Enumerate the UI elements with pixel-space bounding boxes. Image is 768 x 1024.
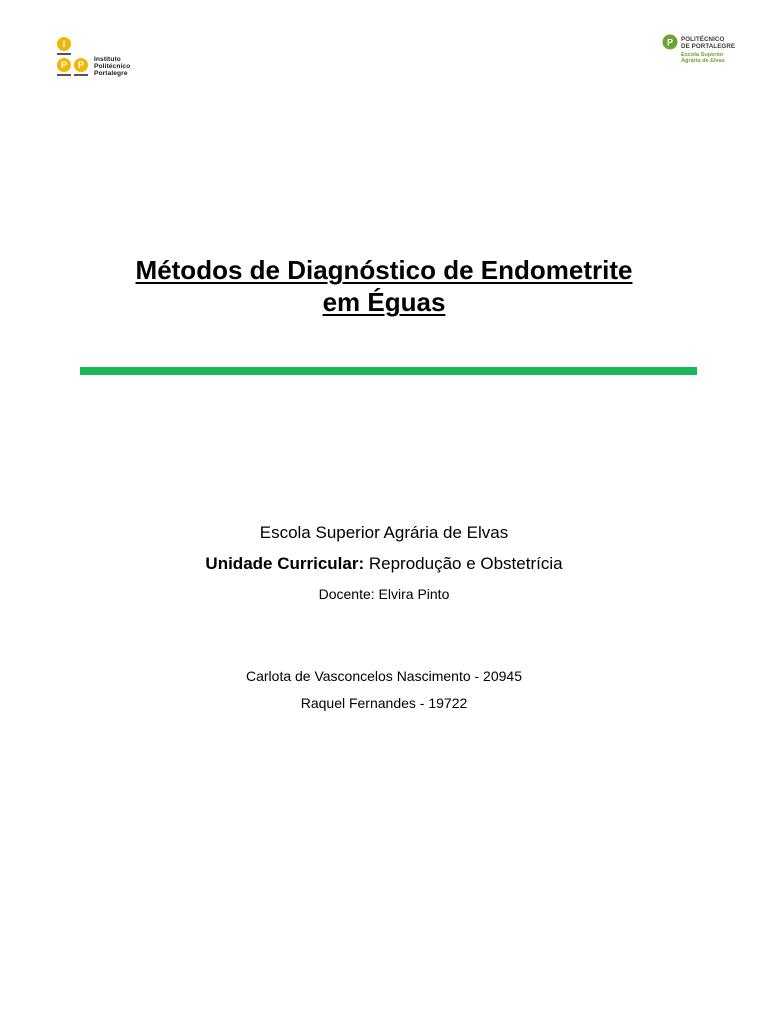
politecnico-logo xyxy=(661,33,741,69)
poli-school-line-1: Escola Superior xyxy=(681,52,724,58)
ipp-line-2: Politécnico xyxy=(94,63,131,71)
poli-name-line-1: POLITÉCNICO xyxy=(681,36,725,43)
politecnico-mark-icon xyxy=(661,33,679,51)
title-line-2: em Éguas xyxy=(322,287,446,317)
school-name: Escola Superior Agrária de Elvas xyxy=(259,523,509,542)
document-title xyxy=(0,254,768,318)
poli-name-line-2: DE PORTALEGRE xyxy=(681,43,736,50)
politecnico-name xyxy=(681,36,735,50)
ipp-letter-p2: P xyxy=(77,60,85,70)
unit-label: Unidade Curricular: xyxy=(205,554,365,573)
curricular-unit xyxy=(0,554,768,574)
ipp-logo-text xyxy=(94,56,130,78)
ipp-mark-icon xyxy=(54,36,94,84)
ipp-line-3: Portalegre xyxy=(94,70,128,78)
green-divider xyxy=(80,367,697,375)
title-line-1: Métodos de Diagnóstico de Endometrite xyxy=(135,255,633,285)
ipp-letter-p1: P xyxy=(60,60,68,70)
ipp-letter-i: I xyxy=(62,39,66,49)
student-2: Raquel Fernandes - 19722 xyxy=(300,695,468,711)
student-1: Carlota de Vasconcelos Nascimento - 20945 xyxy=(245,668,522,684)
politecnico-school xyxy=(681,52,725,65)
ipp-line-1: Instituto xyxy=(94,56,121,63)
poli-letter: P xyxy=(666,37,674,48)
ipp-logo xyxy=(54,36,144,84)
unit-value: Reprodução e Obstetrícia xyxy=(368,554,563,573)
docente: Docente: Elvira Pinto xyxy=(318,586,450,602)
poli-school-line-2: Agrária de Elvas xyxy=(681,58,725,65)
